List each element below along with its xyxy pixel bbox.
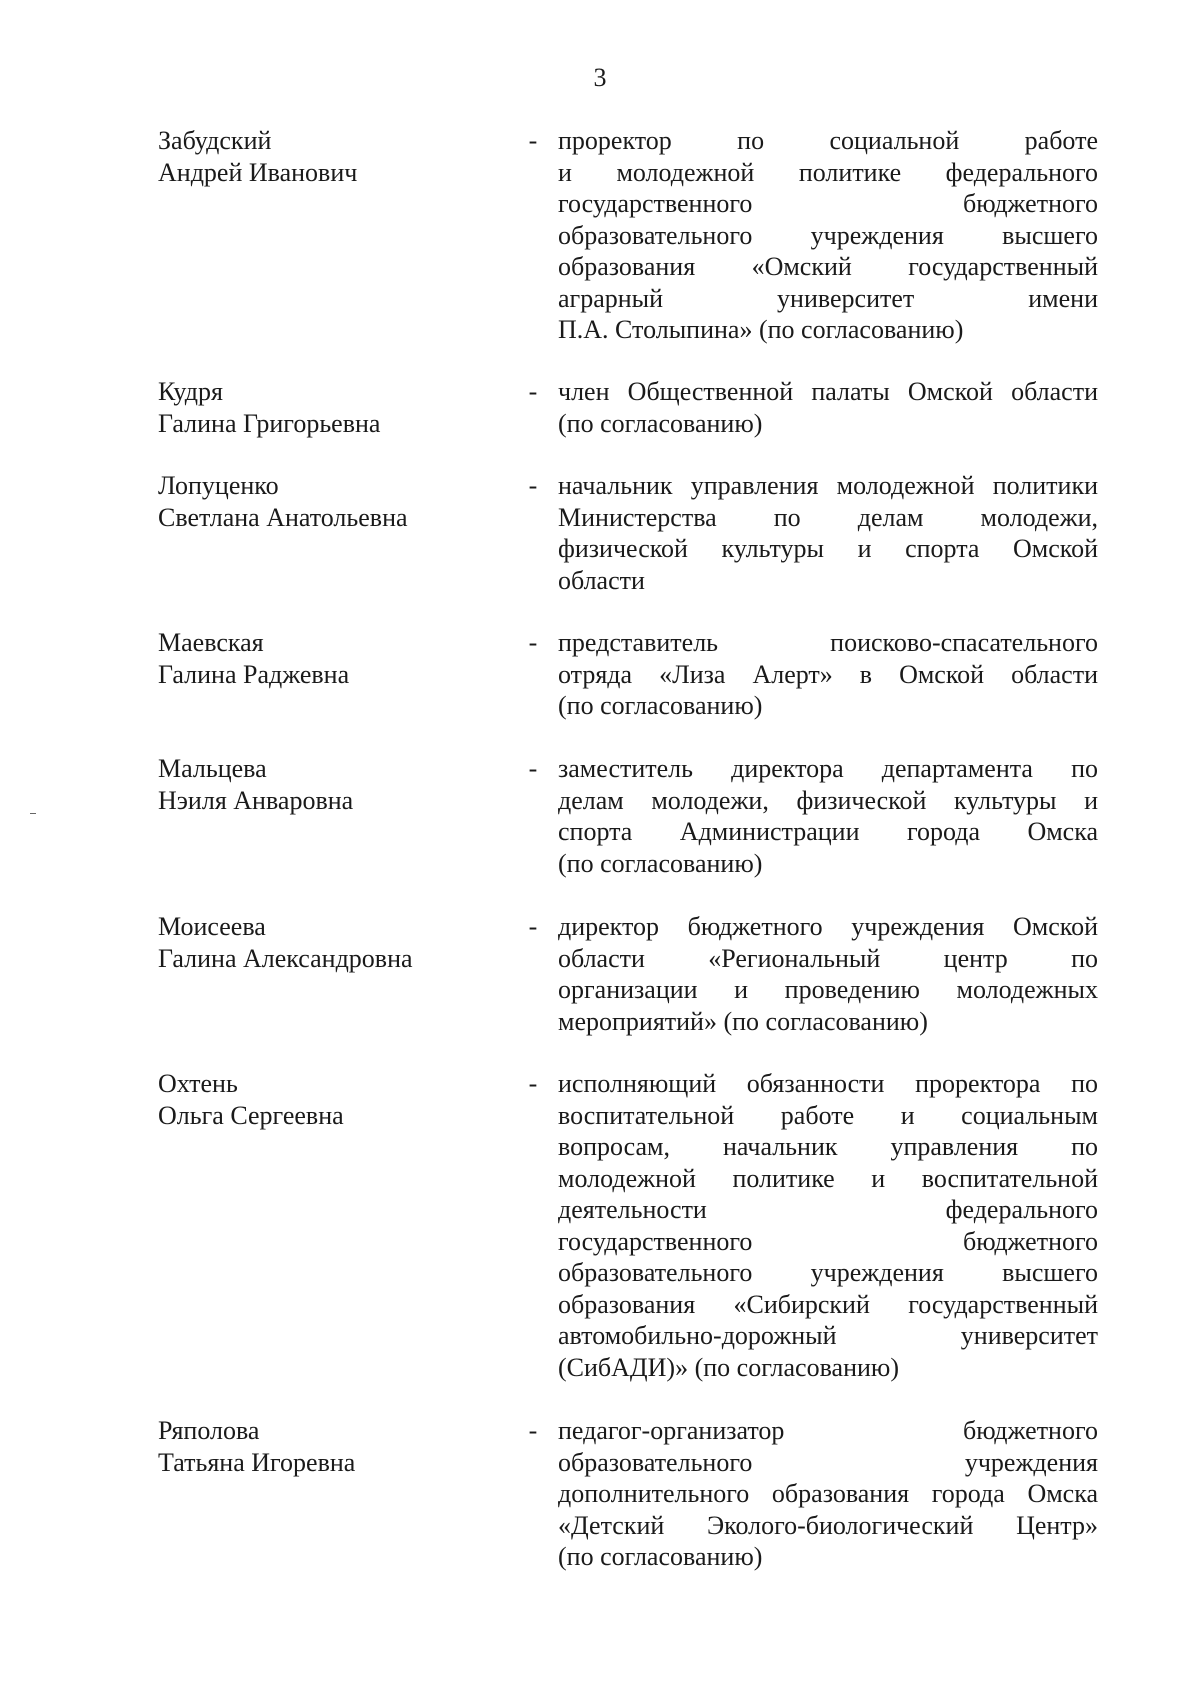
member-surname: Маевская: [158, 628, 264, 657]
member-description: [558, 376, 1098, 439]
description-line: (по согласованию): [558, 408, 763, 438]
member-given-names: Галина Александровна: [158, 943, 413, 973]
description-line: молодежной политике и воспитательной: [558, 1163, 1098, 1193]
description-line: (по согласованию): [558, 1542, 763, 1571]
member-surname: Ряполова: [158, 1416, 260, 1445]
member-surname: Охтень: [158, 1069, 238, 1098]
description-line: заместитель директора департамента по: [558, 754, 1098, 783]
description-line: представитель поисково-спасательного: [558, 628, 1098, 657]
description-line: автомобильно-дорожный университет: [558, 1321, 1098, 1350]
description-line: области: [558, 565, 645, 595]
description-line: «Детский Эколого-биологический Центр»: [558, 1510, 1098, 1540]
member-given-names: Татьяна Игоревна: [158, 1447, 356, 1477]
member-given-names: Андрей Иванович: [158, 157, 358, 187]
description-line: и молодежной политике федерального: [558, 157, 1098, 187]
member-dash: -: [528, 1416, 538, 1445]
description-line: начальник управления молодежной политики: [558, 471, 1098, 500]
description-line: проректор по социальной работе: [558, 126, 1098, 155]
description-line: государственного бюджетного: [558, 189, 1098, 218]
member-name: [158, 125, 518, 188]
description-line: дополнительного образования города Омска: [558, 1479, 1098, 1508]
description-line: педагог-организатор бюджетного: [558, 1416, 1098, 1445]
member-surname: Лопуценко: [158, 471, 279, 500]
member-name: [158, 470, 518, 533]
member-given-names: Галина Раджевна: [158, 659, 350, 689]
member-description: [558, 911, 1098, 1037]
member-dash: -: [528, 754, 538, 783]
description-line: (СибАДИ)» (по согласованию): [558, 1352, 899, 1382]
description-line: образования «Омский государственный: [558, 252, 1098, 281]
description-line: физической культуры и спорта Омской: [558, 534, 1098, 563]
member-name: [158, 753, 518, 816]
description-line: вопросам, начальник управления по: [558, 1132, 1098, 1161]
description-line: области «Региональный центр по: [558, 943, 1098, 973]
member-dash: -: [528, 1069, 538, 1098]
member-surname: Кудря: [158, 377, 223, 406]
member-name: [158, 627, 518, 690]
description-line: воспитательной работе и социальным: [558, 1100, 1098, 1130]
member-given-names: Нэиля Анваровна: [158, 785, 354, 815]
member-given-names: Ольга Сергеевна: [158, 1100, 344, 1130]
description-line: делам молодежи, физической культуры и: [558, 785, 1098, 815]
member-given-names: Светлана Анатольевна: [158, 502, 408, 532]
member-description: [558, 470, 1098, 596]
page-number: 3: [593, 63, 607, 92]
description-line: Министерства по делам молодежи,: [558, 502, 1098, 532]
description-line: спорта Администрации города Омска: [558, 817, 1098, 846]
description-line: исполняющий обязанности проректора по: [558, 1069, 1098, 1098]
scan-speck: [30, 813, 36, 814]
description-line: образовательного учреждения высшего: [558, 220, 1098, 250]
member-name: [158, 376, 518, 439]
member-given-names: Галина Григорьевна: [158, 408, 381, 438]
member-description: [558, 1068, 1098, 1383]
member-description: [558, 1415, 1098, 1573]
member-name: [158, 1415, 518, 1478]
description-line: образования «Сибирский государственный: [558, 1289, 1098, 1319]
member-description: [558, 627, 1098, 722]
description-line: государственного бюджетного: [558, 1226, 1098, 1256]
member-surname: Забудский: [158, 126, 272, 155]
description-line: (по согласованию): [558, 848, 763, 878]
description-line: деятельности федерального: [558, 1195, 1098, 1224]
member-dash: -: [528, 377, 538, 406]
member-surname: Моисеева: [158, 912, 266, 941]
description-line: организации и проведению молодежных: [558, 975, 1098, 1004]
description-line: образовательного учреждения высшего: [558, 1258, 1098, 1287]
member-description: [558, 125, 1098, 346]
description-line: образовательного учреждения: [558, 1447, 1098, 1477]
description-line: П.А. Столыпина» (по согласованию): [558, 315, 964, 344]
description-line: отряда «Лиза Алерт» в Омской области: [558, 659, 1098, 689]
member-dash: -: [528, 912, 538, 941]
description-line: (по согласованию): [558, 691, 763, 720]
member-dash: -: [528, 471, 538, 500]
member-description: [558, 753, 1098, 879]
description-line: аграрный университет имени: [558, 283, 1098, 313]
member-name: [158, 1068, 518, 1131]
description-line: мероприятий» (по согласованию): [558, 1006, 928, 1036]
description-line: член Общественной палаты Омской области: [558, 377, 1098, 406]
description-line: директор бюджетного учреждения Омской: [558, 912, 1098, 941]
member-dash: -: [528, 628, 538, 657]
member-name: [158, 911, 518, 974]
member-surname: Мальцева: [158, 754, 267, 783]
member-dash: -: [528, 126, 538, 155]
